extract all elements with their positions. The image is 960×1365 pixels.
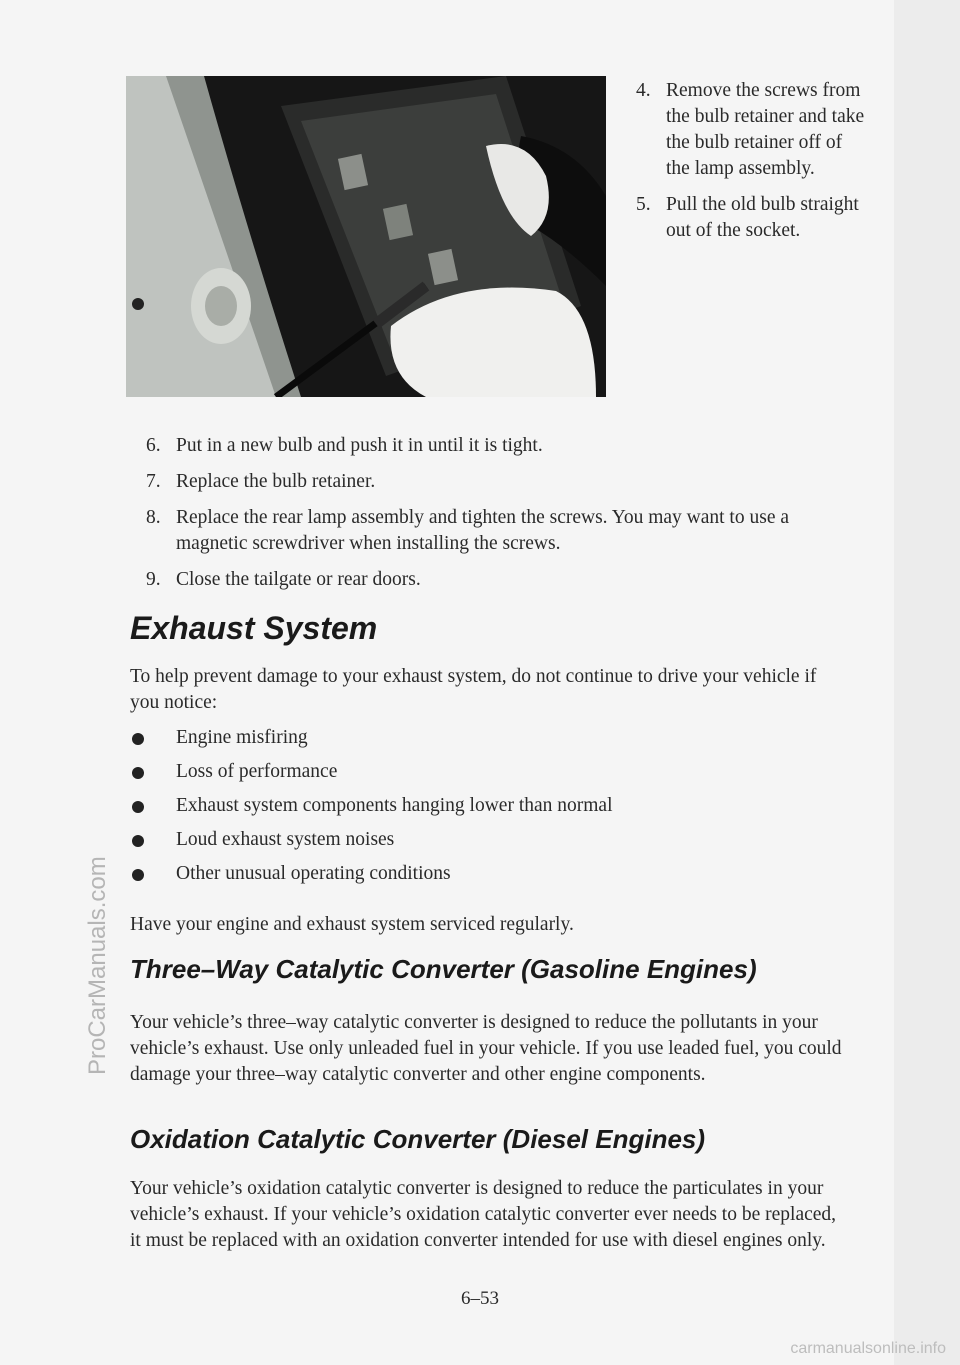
page-number: 6–53 — [461, 1288, 499, 1309]
list-item — [130, 725, 850, 751]
step-text: Put in a new bulb and push it in until it is tight. — [176, 435, 543, 456]
steps-6-9 — [146, 433, 846, 603]
step-number: 9. — [146, 569, 161, 590]
step-text: Remove the screws from the bulb retainer and take the bulb retainer off of the lamp assembly. — [666, 80, 865, 179]
step-item — [146, 505, 846, 557]
step-number: 7. — [146, 471, 161, 492]
bullet-icon — [132, 835, 144, 847]
exhaust-intro: To help prevent damage to your exhaust system, do not continue to drive your vehicle if you notice: — [130, 666, 817, 713]
list-item — [130, 861, 850, 887]
step-number: 4. — [636, 80, 651, 101]
step-text: Replace the bulb retainer. — [176, 471, 376, 492]
bullet-icon — [132, 767, 144, 779]
step-text: Replace the rear lamp assembly and tighten the screws. You may want to use a magnetic screwdriver when installing the screws. — [176, 507, 790, 554]
step-text: Close the tailgate or rear doors. — [176, 569, 421, 590]
exhaust-closing: Have your engine and exhaust system serviced regularly. — [130, 914, 574, 935]
side-watermark: ProCarManuals.com — [84, 856, 111, 1075]
three-way-converter-text: Your vehicle’s three–way catalytic converter is designed to reduce the pollutants in your vehicle’s exhaust. Use only unleaded fuel in your vehicle. If you use leaded fuel, you could damage your three–way catalytic converter and other engine components. — [130, 1012, 842, 1085]
step-number: 6. — [146, 435, 161, 456]
exhaust-system-heading: Exhaust System — [130, 610, 378, 646]
step-item — [636, 192, 866, 244]
list-item-text: Engine misfiring — [176, 727, 308, 748]
list-item-text: Loss of performance — [176, 761, 338, 782]
oxidation-converter-heading: Oxidation Catalytic Converter (Diesel Engines) — [130, 1124, 706, 1154]
exhaust-warning-list — [130, 725, 850, 895]
list-item — [130, 759, 850, 785]
photo-illustration — [126, 76, 606, 397]
steps-4-5 — [636, 78, 866, 254]
step-item — [636, 78, 866, 182]
step-item — [146, 567, 846, 593]
bullet-icon — [132, 733, 144, 745]
footer-watermark: carmanualsonline.info — [790, 1340, 946, 1357]
step-number: 5. — [636, 194, 651, 215]
oxidation-converter-text: Your vehicle’s oxidation catalytic converter is designed to reduce the particulates in your vehicle’s exhaust. If your vehicle’s oxidation catalytic converter ever needs to be replaced, it must be replaced with an oxidation converter intended for use with diesel engines only. — [130, 1178, 837, 1251]
step-number: 8. — [146, 507, 161, 528]
bulb-replacement-photo — [126, 76, 606, 397]
step-item — [146, 433, 846, 459]
list-item — [130, 793, 850, 819]
step-item — [146, 469, 846, 495]
list-item — [130, 827, 850, 853]
bullet-icon — [132, 869, 144, 881]
list-item-text: Loud exhaust system noises — [176, 829, 395, 850]
step-text: Pull the old bulb straight out of the socket. — [666, 194, 859, 241]
three-way-converter-heading: Three–Way Catalytic Converter (Gasoline Engines) — [130, 954, 757, 984]
list-item-text: Other unusual operating conditions — [176, 863, 451, 884]
bullet-icon — [132, 801, 144, 813]
list-item-text: Exhaust system components hanging lower than normal — [176, 795, 613, 816]
